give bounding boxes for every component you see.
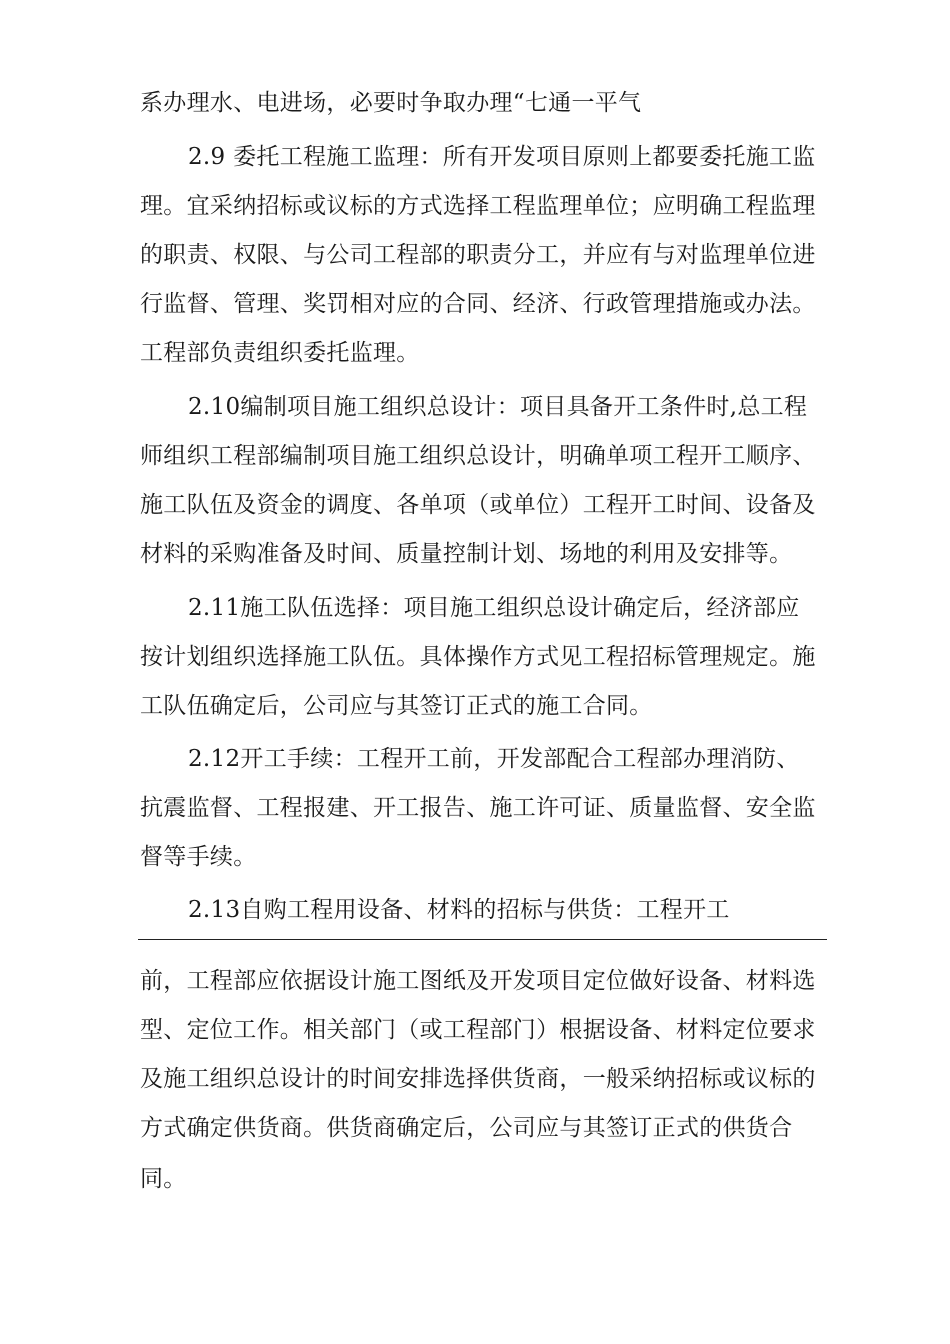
- text-line: 师组织工程部编制项目施工组织总设计，明确单项工程开工顺序、: [140, 443, 816, 469]
- text-line: 行监督、管理、奖罚相对应的合同、经济、行政管理措施或办法。: [140, 291, 816, 317]
- text-line: 抗震监督、工程报建、开工报告、施工许可证、质量监督、安全监: [140, 795, 816, 821]
- text-line: 工程部负责组织委托监理。: [140, 340, 420, 366]
- text-line: 施工队伍及资金的调度、各单项（或单位）工程开工时间、设备及: [140, 492, 816, 518]
- text-line: 理。宜采纳招标或议标的方式选择工程监理单位；应明确工程监理: [140, 193, 816, 219]
- text-line: 系办理水、电进场，必要时争取办理“七通一平气: [140, 90, 642, 116]
- text-line: 方式确定供货商。供货商确定后，公司应与其签订正式的供货合: [140, 1115, 793, 1141]
- text-line: 工队伍确定后，公司应与其签订正式的施工合同。: [140, 693, 653, 719]
- section-2-13-heading-line: 2.13自购工程用设备、材料的招标与供货：工程开工: [188, 897, 730, 923]
- section-2-10-heading-line: 2.10编制项目施工组织总设计：项目具备开工条件时,总工程: [188, 394, 808, 420]
- text-line: 及施工组织总设计的时间安排选择供货商，一般采纳招标或议标的: [140, 1066, 816, 1092]
- text-line: 材料的采购准备及时间、质量控制计划、场地的利用及安排等。: [140, 541, 793, 567]
- section-2-12-heading-line: 2.12开工手续：工程开工前，开发部配合工程部办理消防、: [188, 746, 800, 772]
- page-divider-rule: [138, 939, 827, 940]
- section-2-9-heading-line: 2.9 委托工程施工监理：所有开发项目原则上都要委托施工监: [188, 144, 816, 170]
- text-line: 前，工程部应依据设计施工图纸及开发项目定位做好设备、材料选: [140, 968, 816, 994]
- text-line: 型、定位工作。相关部门（或工程部门）根据设备、材料定位要求: [140, 1017, 816, 1043]
- text-line: 按计划组织选择施工队伍。具体操作方式见工程招标管理规定。施: [140, 644, 816, 670]
- section-2-11-heading-line: 2.11施工队伍选择：项目施工组织总设计确定后，经济部应: [188, 595, 800, 621]
- text-line: 督等手续。: [140, 844, 257, 870]
- text-line: 的职责、权限、与公司工程部的职责分工，并应有与对监理单位进: [140, 242, 816, 268]
- text-line: 同。: [140, 1166, 187, 1192]
